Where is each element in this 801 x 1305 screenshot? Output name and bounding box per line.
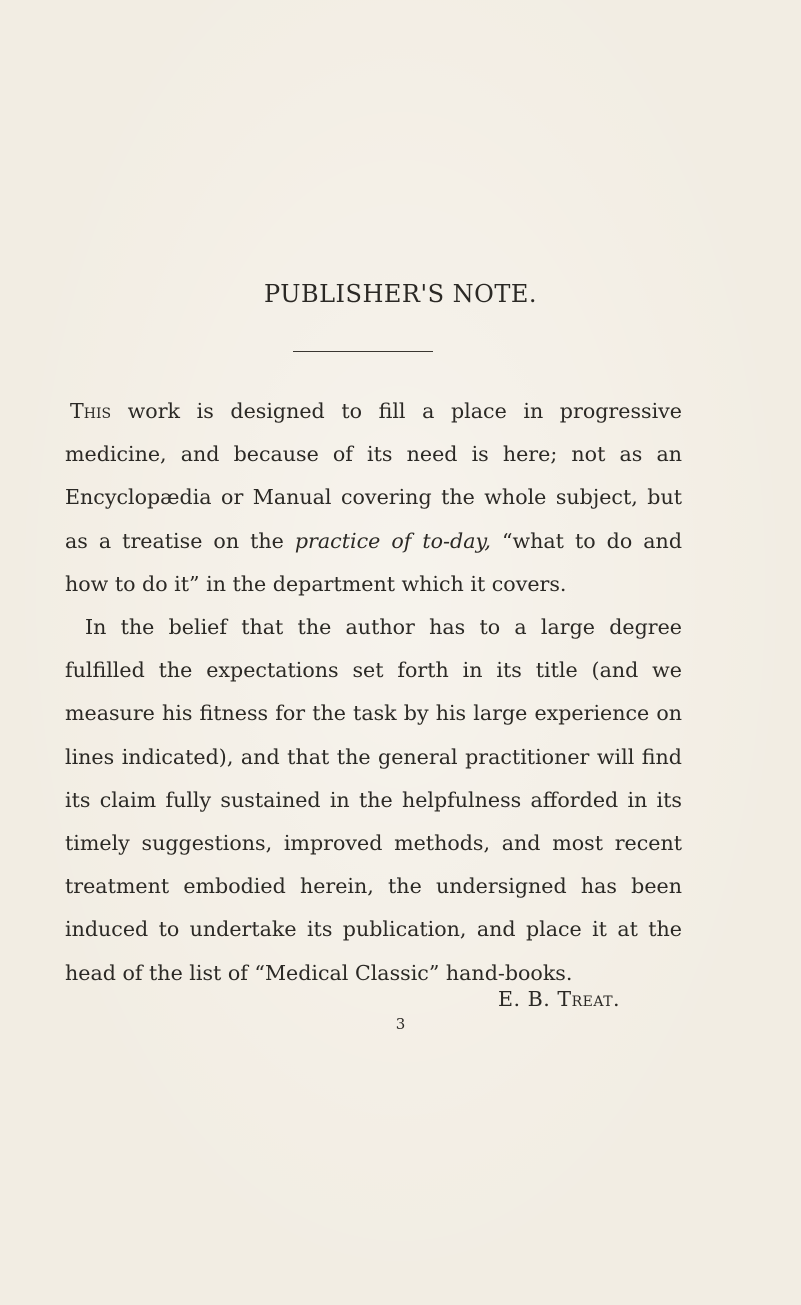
page-number: 3 <box>395 1015 406 1033</box>
body-text <box>65 390 682 995</box>
paragraph-1 <box>65 390 682 606</box>
italic-phrase: practice of to-day, <box>294 528 491 553</box>
heading-divider-rule <box>293 351 433 352</box>
paragraph-2: In the belief that the author has to a large degree fulfilled the expectations set forth in its title (and we measure his fitness for the task by his large experience on lines indicated), and that the general practitioner will find its claim fully sustained in the helpfulness afforded in its timely suggestions, improved methods, and most recent treatment embodied herein, the undersigned has been induced to undertake its publication, and place it at the head of the list of “Medical Classic” hand-books. <box>65 615 682 985</box>
publisher-signature <box>498 987 620 1011</box>
paragraph-1-text-b: “what to do and how to do it” in the department which it covers. <box>65 528 682 596</box>
lead-word: This <box>70 399 112 423</box>
signature-surname: Treat. <box>557 987 621 1011</box>
paragraph-1-text-a: work is designed to fill a place in progressive medicine, and because of its need is here; not as an Encyclopædia or Manual covering the whole subject, but as a treatise on the <box>65 399 682 553</box>
signature-initials: E. B. <box>498 987 551 1011</box>
page-heading: PUBLISHER'S NOTE. <box>264 280 537 308</box>
